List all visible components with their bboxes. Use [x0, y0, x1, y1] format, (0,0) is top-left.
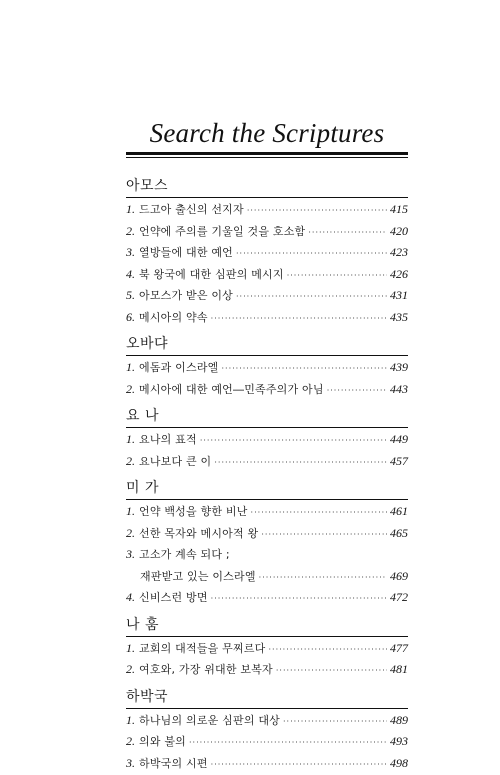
entry-number: 3. [126, 547, 135, 561]
toc-entry [126, 566, 408, 588]
entry-page-number: 489 [390, 712, 408, 727]
entry-title: 교회의 대적들을 무찌르다 [139, 641, 266, 655]
dot-leader [268, 639, 387, 661]
entry-page-number: 493 [390, 734, 408, 748]
dot-leader [276, 660, 387, 682]
toc-section [126, 406, 408, 472]
entry-number: 3. [126, 755, 135, 770]
toc-entry [126, 659, 408, 681]
entry-number: 6. [126, 309, 135, 324]
entry-number: 2. [126, 662, 135, 676]
section-header: 하박국 [126, 688, 169, 705]
entry-page-number: 472 [390, 590, 408, 604]
toc-entry [126, 379, 408, 401]
dot-leader [259, 567, 387, 589]
dot-leader [189, 732, 387, 754]
entry-page-number: 435 [390, 309, 408, 324]
toc-entry [126, 221, 408, 243]
toc-entry [126, 429, 408, 451]
section-rule [126, 427, 408, 428]
entry-page-number: 469 [390, 568, 408, 583]
entry-page-number: 498 [390, 755, 408, 770]
toc-entry [126, 285, 408, 307]
entry-page-number: 420 [390, 223, 408, 238]
toc-entry [126, 199, 408, 221]
entry-title: 메시아에 대한 예언―민족주의가 아님 [139, 382, 324, 396]
entry-number: 5. [126, 288, 135, 302]
dot-leader [236, 243, 387, 265]
toc-entry [126, 264, 408, 286]
section-rule [126, 197, 408, 198]
entry-title: 메시아의 약속 [139, 310, 208, 324]
section-header: 오바댜 [126, 336, 169, 352]
entry-number: 2. [126, 453, 135, 468]
title-rule-thick [126, 152, 408, 155]
toc-section [126, 176, 408, 328]
entry-page-number: 431 [390, 288, 408, 302]
entry-number: 1. [126, 432, 135, 446]
entry-title: 재판받고 있는 이스라엘 [140, 569, 256, 583]
entry-number: 4. [126, 266, 135, 281]
toc-entry [126, 731, 408, 753]
dot-leader [251, 502, 387, 524]
entry-number: 1. [126, 640, 135, 655]
entry-number: 2. [126, 381, 135, 396]
entry-title: 언약에 주의를 기울일 것을 호소함 [139, 224, 306, 238]
entry-number: 1. [126, 712, 135, 727]
section-header: 나 훔 [126, 616, 159, 633]
dot-leader [211, 308, 387, 330]
entry-title: 아모스가 받은 이상 [139, 289, 234, 302]
dot-leader [221, 358, 387, 380]
entry-title: 고소가 계속 되다 ; [139, 548, 230, 561]
entry-title: 신비스런 방면 [139, 591, 208, 604]
entry-number: 1. [126, 504, 135, 518]
section-header: 요 나 [126, 408, 159, 424]
entry-page-number: 426 [390, 266, 408, 281]
toc-section [126, 687, 408, 775]
section-rule [126, 708, 408, 709]
entry-title: 하박국의 시편 [139, 756, 208, 770]
dot-leader [211, 588, 387, 610]
entry-number: 2. [126, 734, 135, 748]
toc-section [126, 478, 408, 609]
dot-leader [287, 265, 387, 287]
entry-title: 하나님의 의로운 심판의 대상 [139, 713, 281, 727]
entry-title: 선한 목자와 메시아적 왕 [139, 526, 259, 540]
entry-number: 4. [126, 590, 135, 604]
title-rule-thin [126, 157, 408, 158]
toc-entry [126, 357, 408, 379]
entry-page-number: 457 [390, 453, 408, 468]
dot-leader [261, 524, 387, 546]
entry-number: 1. [126, 202, 135, 216]
toc-entry [126, 544, 408, 566]
entry-number: 1. [126, 360, 135, 374]
entry-page-number: 481 [390, 662, 408, 676]
toc-entry [126, 710, 408, 732]
section-rule [126, 355, 408, 356]
entry-number: 2. [126, 223, 135, 238]
toc-section [126, 615, 408, 681]
dot-leader [200, 430, 387, 452]
entry-title: 에돔과 이스라엘 [139, 361, 219, 374]
toc-entry [126, 451, 408, 473]
dot-leader [327, 380, 387, 402]
section-header: 아모스 [126, 178, 169, 194]
entry-title: 드고아 출신의 선지자 [139, 203, 244, 216]
entry-title: 요나의 표적 [139, 433, 197, 446]
entry-page-number: 461 [390, 504, 408, 518]
entry-title: 요나보다 큰 이 [139, 454, 212, 468]
toc-entry [126, 242, 408, 264]
entry-page-number: 443 [390, 381, 408, 396]
section-header: 미 가 [126, 480, 159, 496]
toc-entry [126, 638, 408, 660]
toc-entry [126, 587, 408, 609]
section-rule [126, 499, 408, 500]
entry-title: 열방들에 대한 예언 [139, 246, 234, 259]
entry-title: 북 왕국에 대한 심판의 메시지 [139, 267, 284, 281]
entry-page-number: 415 [390, 202, 408, 216]
entry-page-number: 477 [390, 640, 408, 655]
entry-number: 2. [126, 525, 135, 540]
toc-entry [126, 753, 408, 775]
page-title: Search the Scriptures [149, 118, 385, 148]
entry-title: 의와 불의 [139, 735, 187, 748]
entry-number: 3. [126, 245, 135, 259]
toc-section [126, 334, 408, 400]
entry-page-number: 423 [390, 245, 408, 259]
dot-leader [214, 452, 387, 474]
dot-leader [236, 286, 387, 308]
table-of-contents [126, 176, 408, 774]
toc-entry [126, 501, 408, 523]
dot-leader [247, 200, 387, 222]
entry-page-number: 449 [390, 432, 408, 446]
entry-title: 언약 백성을 향한 비난 [139, 505, 248, 518]
toc-entry [126, 307, 408, 329]
dot-leader [308, 222, 387, 244]
section-rule [126, 636, 408, 637]
dot-leader [211, 754, 387, 775]
toc-entry [126, 523, 408, 545]
entry-page-number: 439 [390, 360, 408, 374]
entry-page-number: 465 [390, 525, 408, 540]
dot-leader [283, 711, 387, 733]
entry-title: 여호와, 가장 위대한 보복자 [139, 663, 273, 676]
